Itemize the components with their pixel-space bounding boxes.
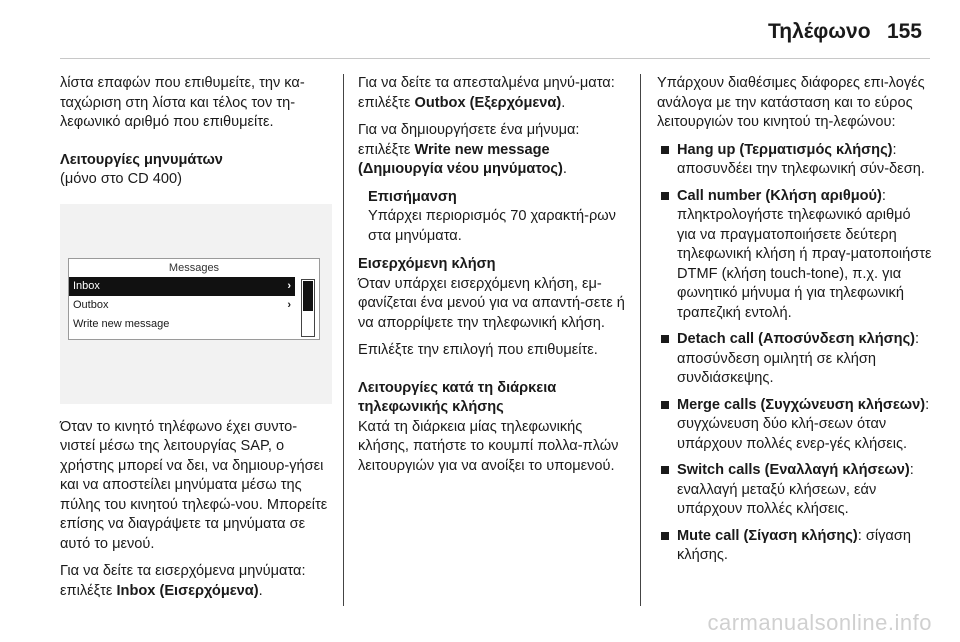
bullet-square-icon	[661, 466, 669, 474]
menu-item-label: Write new message	[73, 317, 170, 330]
outbox-paragraph	[358, 74, 630, 113]
incoming-call-select: Επιλέξτε την επιλογή που επιθυμείτε.	[358, 342, 598, 358]
screen-title: Messages	[168, 261, 220, 274]
bullet-square-icon	[661, 192, 669, 200]
call-options-list	[657, 141, 932, 566]
note-title: Επισήμανση	[368, 188, 457, 205]
column-divider	[640, 74, 641, 606]
write-text: Για να δημιουργήσετε ένα μήνυμα: επιλέξτε	[358, 122, 580, 158]
write-label: Write new message (Δημιουργία νέου μηνύματος)	[358, 141, 563, 177]
option-text: : αποσυνδέει την τηλεφωνική σύν-δεση.	[677, 141, 925, 177]
option-text: : πληκτρολογήστε τηλεφωνικό αριθμό για να πραγματοποιήσετε δεύτερη τηλεφωνική κλήση ή πραγ-ματοποιήστε DTMF (κλήση touch-tone), π.χ. για φωνητικό μήνυμα ή για τηλεφωνική τραπεζική εντολή.	[677, 187, 932, 321]
list-item	[657, 396, 932, 455]
page-number: 155	[886, 20, 922, 43]
chevron-right-icon: ›	[287, 298, 291, 311]
intro-paragraph: λίστα επαφών που επιθυμείτε, την κα-ταχώριση στη λίστα και τέλος τον τη-λεφωνικό αριθμό που επιθυμείτε.	[60, 75, 305, 130]
bullet-square-icon	[661, 146, 669, 154]
incoming-call-heading: Εισερχόμενη κλήση	[358, 256, 496, 272]
list-item	[657, 527, 932, 566]
section-title: Τηλέφωνο	[768, 20, 871, 43]
outbox-text: Για να δείτε τα απεσταλμένα μηνύ-ματα: επιλέξτε	[358, 75, 615, 111]
menu-item-write-new-message[interactable]	[69, 315, 295, 334]
option-label: Hang up (Τερματισμός κλήσης)	[677, 141, 893, 158]
menu-item-outbox[interactable]	[69, 296, 295, 315]
list-item	[657, 461, 932, 520]
option-text: : αποσύνδεση ομιλητή σε κλήση συνδιάσκεψης.	[677, 331, 920, 386]
outbox-text-end: .	[561, 94, 566, 111]
write-paragraph	[358, 121, 630, 180]
column-right	[657, 74, 932, 573]
inbox-label: Inbox (Εισερχόμενα)	[116, 582, 259, 599]
note-text: Υπάρχει περιορισμός 70 χαρακτή-ρων στα μηνύματα.	[368, 208, 616, 244]
column-left	[60, 74, 332, 609]
options-intro: Υπάρχουν διαθέσιμες διάφορες επι-λογές ανάλογα με την κατάσταση και το εύρος λειτουργιών του κινητού τη-λεφώνου:	[657, 75, 925, 130]
option-text: : συγχώνευση δύο κλή-σεων όταν υπάρχουν πολλές ενερ-γές κλήσεις.	[677, 396, 930, 452]
option-label: Switch calls (Εναλλαγή κλήσεων)	[677, 462, 910, 478]
messages-screen-figure	[60, 204, 332, 404]
option-label: Mute call (Σίγαση κλήσης)	[677, 527, 858, 544]
messages-heading-note: (μόνο στο CD 400)	[60, 171, 182, 187]
header-divider	[60, 58, 930, 59]
menu-item-label: Inbox	[73, 279, 100, 292]
scrollbar-thumb[interactable]	[303, 281, 313, 311]
during-call-paragraph: Κατά τη διάρκεια μίας τηλεφωνικής κλήσης, πατήστε το κουμπί πολλα-πλών λειτουργιών για να ανοίξει το υπομενού.	[358, 418, 619, 474]
option-label: Call number (Κλήση αριθμού)	[677, 187, 882, 204]
write-text-end: .	[562, 161, 567, 177]
menu-item-label: Outbox	[73, 298, 109, 311]
chevron-right-icon: ›	[287, 279, 291, 292]
inbox-text: Για να δείτε τα εισερχόμενα μηνύματα: επιλέξτε	[60, 563, 306, 599]
list-item	[657, 141, 932, 180]
sap-paragraph: Όταν το κινητό τηλέφωνο έχει συντο-νιστεί μέσω της λειτουργίας SAP, ο χρήστης μπορεί να δει, να δημιουρ-γήσει και να αποστείλει μηνύματα μέσω της πύλης του κινητού τηλεφώ-νου. Μπορείτε επίσης να διαγράψετε τα μηνύματα σε αυτό το μενού.	[60, 418, 328, 552]
inbox-text-end: .	[258, 582, 263, 599]
messages-heading: Λειτουργίες μηνυμάτων	[60, 151, 223, 168]
option-label: Detach call (Αποσύνδεση κλήσης)	[677, 331, 916, 347]
menu-item-inbox[interactable]	[69, 277, 295, 296]
column-middle	[358, 74, 630, 484]
bullet-square-icon	[661, 335, 669, 343]
option-label: Merge calls (Συγχώνευση κλήσεων)	[677, 396, 926, 413]
column-divider	[343, 74, 344, 606]
note-box	[368, 188, 630, 247]
option-text: : σίγαση κλήσης.	[677, 527, 911, 563]
page-header	[0, 0, 960, 60]
scrollbar[interactable]	[301, 279, 315, 337]
inbox-paragraph	[60, 562, 332, 601]
messages-screen	[68, 258, 320, 340]
list-item	[657, 187, 932, 324]
bullet-square-icon	[661, 532, 669, 540]
list-item	[657, 330, 932, 389]
watermark: carmanualsonline.info	[707, 610, 932, 635]
option-text: : εναλλαγή μεταξύ κλήσεων, εάν υπάρχουν πολλές κλήσεις.	[677, 462, 914, 517]
incoming-call-paragraph: Όταν υπάρχει εισερχόμενη κλήση, εμ-φανίζεται ένα μενού για να απαντή-σετε ή να απορρίψετε την τηλεφωνική κλήση.	[358, 275, 625, 331]
outbox-label: Outbox (Εξερχόμενα)	[414, 94, 562, 111]
during-call-heading: Λειτουργίες κατά τη διάρκεια τηλεφωνικής κλήσης	[358, 379, 557, 415]
bullet-square-icon	[661, 401, 669, 409]
